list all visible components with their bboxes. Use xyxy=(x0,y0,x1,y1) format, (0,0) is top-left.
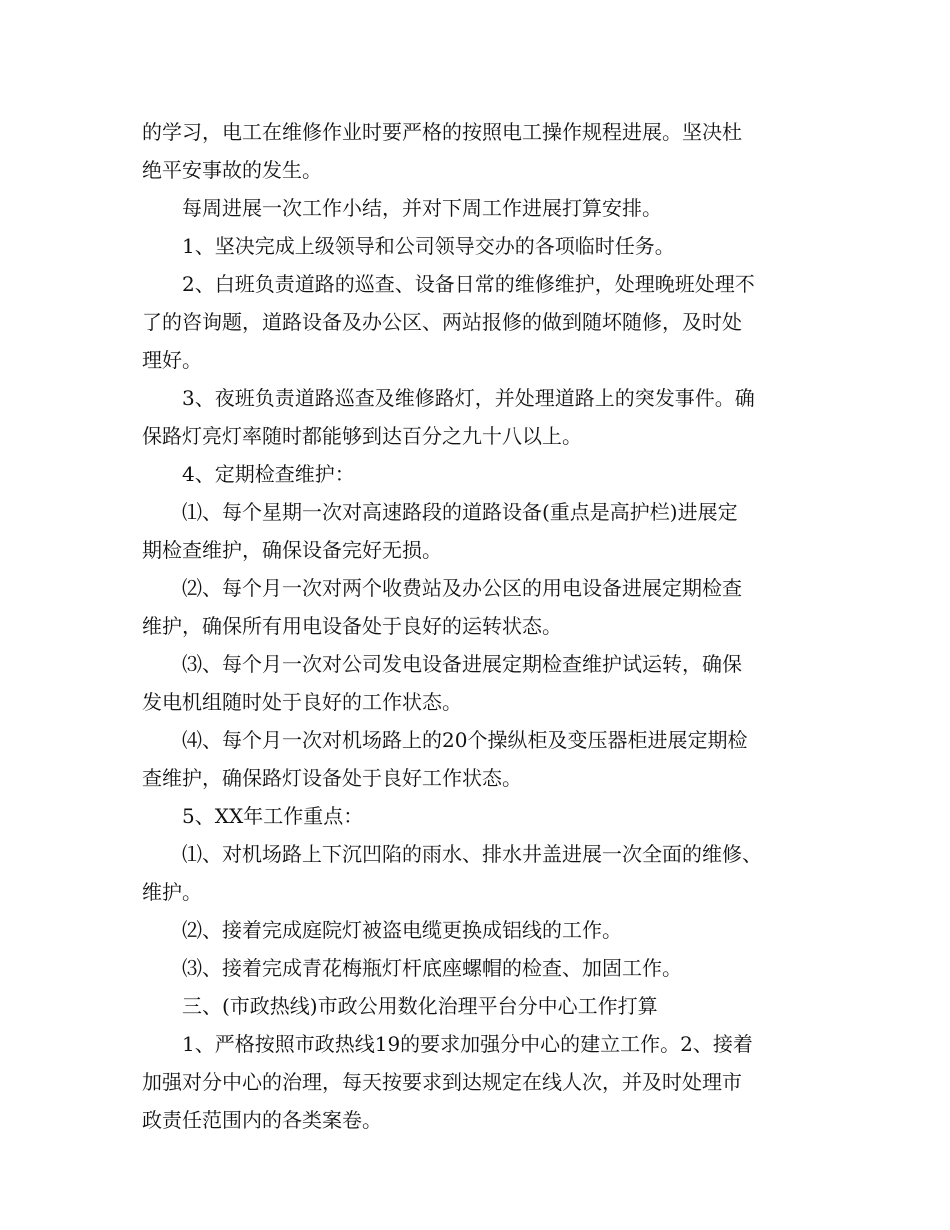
paragraph-line: 3、夜班负责道路巡查及维修路灯，并处理道路上的突发事件。确 xyxy=(182,386,755,410)
paragraph-line: 维护，确保所有用电设备处于良好的运转状态。 xyxy=(142,614,562,638)
paragraph-line: ⑴、每个星期一次对高速路段的道路设备(重点是高护栏)进展定 xyxy=(182,500,738,524)
paragraph-line: ⑷、每个月一次对机场路上的20个操纵柜及变压器柜进展定期检 xyxy=(182,728,748,752)
paragraph-line: ⑶、每个月一次对公司发电设备进展定期检查维护试运转，确保 xyxy=(182,652,742,676)
paragraph-line: 每周进展一次工作小结，并对下周工作进展打算安排。 xyxy=(182,196,662,220)
paragraph-line: 2、白班负责道路的巡查、设备日常的维修维护，处理晚班处理不 xyxy=(182,272,755,296)
paragraph-line: ⑵、每个月一次对两个收费站及办公区的用电设备进展定期检查 xyxy=(182,576,742,600)
paragraph-line: 查维护，确保路灯设备处于良好工作状态。 xyxy=(142,766,522,790)
paragraph-line: 加强对分中心的治理，每天按要求到达规定在线人次，并及时处理市 xyxy=(142,1070,742,1094)
paragraph-line: 了的咨询题，道路设备及办公区、两站报修的做到随坏随修，及时处 xyxy=(142,310,742,334)
paragraph-line: ⑶、接着完成青花梅瓶灯杆底座螺帽的检查、加固工作。 xyxy=(182,956,682,980)
paragraph-line: 1、坚决完成上级领导和公司领导交办的各项临时任务。 xyxy=(182,234,675,258)
paragraph-line: 绝平安事故的发生。 xyxy=(142,158,322,182)
paragraph-line: ⑵、接着完成庭院灯被盗电缆更换成铝线的工作。 xyxy=(182,918,622,942)
document-body xyxy=(142,113,827,1139)
paragraph-line: 1、严格按照市政热线19的要求加强分中心的建立工作。2、接着 xyxy=(182,1032,753,1056)
paragraph-line: 理好。 xyxy=(142,348,202,372)
paragraph-line: 5、XX年工作重点： xyxy=(182,804,364,828)
paragraph-line: ⑴、对机场路上下沉凹陷的雨水、排水井盖进展一次全面的维修、 xyxy=(182,842,762,866)
section-heading: 三、(市政热线)市政公用数化治理平台分中心工作打算 xyxy=(182,994,658,1018)
paragraph-line: 的学习，电工在维修作业时要严格的按照电工操作规程进展。坚决杜 xyxy=(142,120,742,144)
paragraph-line: 维护。 xyxy=(142,880,202,904)
paragraph-line: 政责任范围内的各类案卷。 xyxy=(142,1108,382,1132)
paragraph-line: 发电机组随时处于良好的工作状态。 xyxy=(142,690,462,714)
paragraph-line: 期检查维护，确保设备完好无损。 xyxy=(142,538,442,562)
paragraph-line: 保路灯亮灯率随时都能够到达百分之九十八以上。 xyxy=(142,424,582,448)
paragraph-line: 4、定期检查维护： xyxy=(182,462,355,486)
